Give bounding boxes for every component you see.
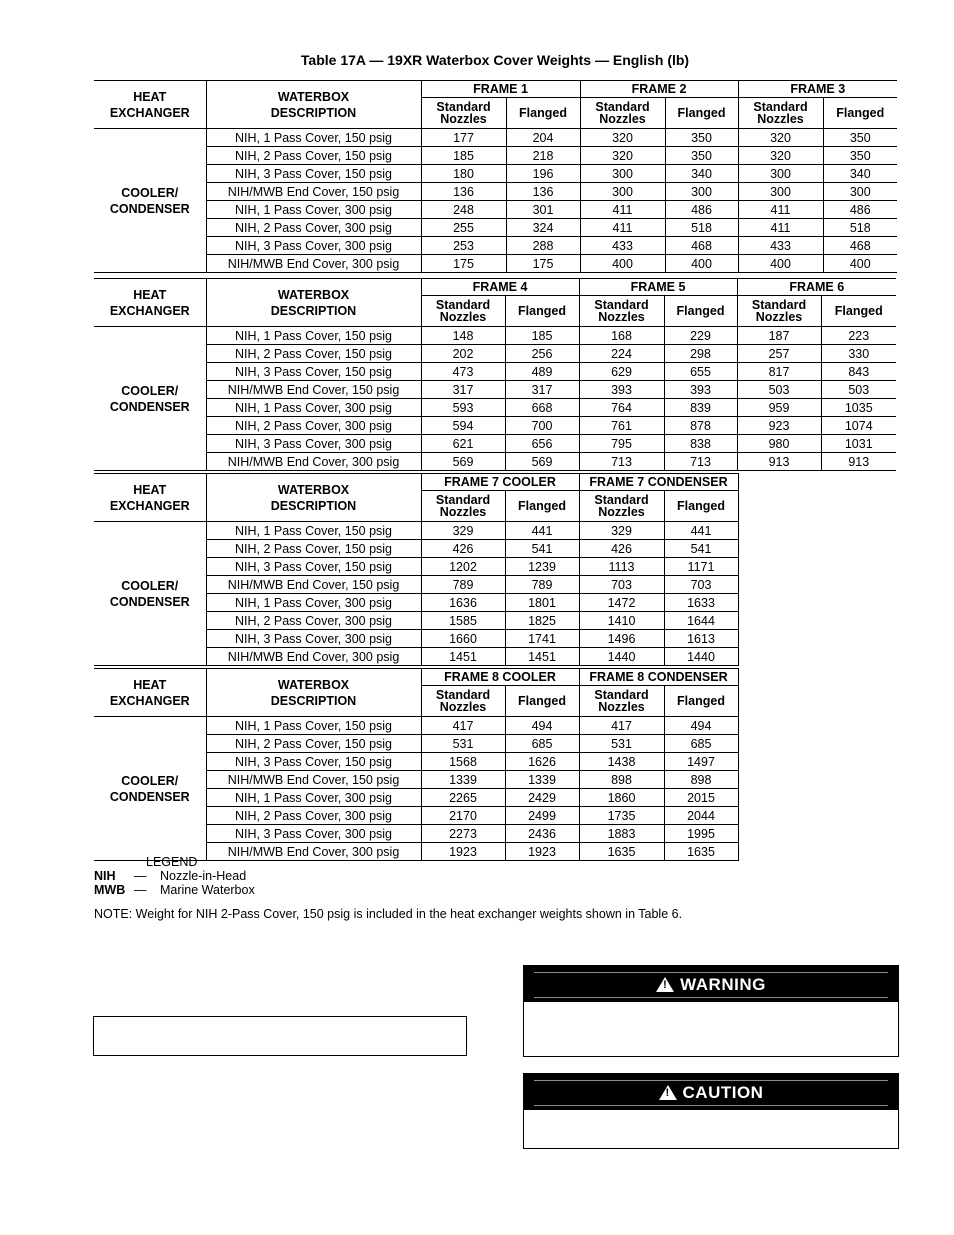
- weight-cell: 400: [823, 255, 897, 273]
- weight-cell: 2436: [505, 825, 579, 843]
- heat-exchanger-header: HEAT EXCHANGER: [94, 81, 206, 129]
- legend-item-mwb: MWB — Marine Waterbox: [94, 883, 255, 897]
- waterbox-description: NIH, 2 Pass Cover, 150 psig: [206, 345, 421, 363]
- weight-cell: 1923: [505, 843, 579, 861]
- weight-cell: 2429: [505, 789, 579, 807]
- weight-cell: 224: [579, 345, 664, 363]
- weight-cell: 656: [505, 435, 579, 453]
- frame-header: FRAME 1: [421, 81, 580, 98]
- weight-cell: 393: [579, 381, 664, 399]
- weight-cell: 324: [506, 219, 580, 237]
- weight-cell: 180: [421, 165, 506, 183]
- weight-cell: 411: [580, 219, 665, 237]
- weight-cell: 913: [821, 453, 896, 471]
- weight-cell: 518: [665, 219, 738, 237]
- cooler-condenser-label: COOLER/ CONDENSER: [94, 129, 206, 273]
- weight-cell: 764: [579, 399, 664, 417]
- weight-cell: 400: [665, 255, 738, 273]
- weight-cell: 350: [823, 147, 897, 165]
- warning-triangle-icon: [656, 977, 674, 992]
- warning-header: !WARNING: [534, 972, 888, 998]
- waterbox-description: NIH, 3 Pass Cover, 300 psig: [206, 435, 421, 453]
- weight-cell: 1438: [579, 753, 664, 771]
- weight-cell: 177: [421, 129, 506, 147]
- standard-nozzles-header: Standard Nozzles: [737, 296, 821, 327]
- weight-cell: 317: [421, 381, 505, 399]
- weight-cell: 1585: [421, 612, 505, 630]
- waterbox-description-header: WATERBOX DESCRIPTION: [206, 279, 421, 327]
- weight-cell: 703: [579, 576, 664, 594]
- weight-cell: 1410: [579, 612, 664, 630]
- weight-cell: 433: [580, 237, 665, 255]
- waterbox-description: NIH/MWB End Cover, 150 psig: [206, 183, 421, 201]
- waterbox-description: NIH/MWB End Cover, 150 psig: [206, 771, 421, 789]
- warning-box: [523, 965, 899, 1057]
- weight-cell: 417: [421, 717, 505, 735]
- weight-cell: 685: [664, 735, 738, 753]
- weight-cell: 713: [579, 453, 664, 471]
- weight-cell: 329: [421, 522, 505, 540]
- weight-cell: 433: [738, 237, 823, 255]
- weight-cell: 426: [421, 540, 505, 558]
- weight-cell: 1202: [421, 558, 505, 576]
- weight-cell: 411: [580, 201, 665, 219]
- weight-cell: 441: [664, 522, 738, 540]
- waterbox-description-header: WATERBOX DESCRIPTION: [206, 669, 421, 717]
- table-row: [94, 219, 897, 237]
- weight-cell: 541: [664, 540, 738, 558]
- legend: [94, 855, 255, 897]
- waterbox-description: NIH, 3 Pass Cover, 150 psig: [206, 165, 421, 183]
- weight-cell: 1451: [505, 648, 579, 666]
- weight-cell: 473: [421, 363, 505, 381]
- weight-cell: 1113: [579, 558, 664, 576]
- weight-cell: 1440: [664, 648, 738, 666]
- frame-header: FRAME 7 COOLER: [421, 474, 579, 491]
- standard-nozzles-header: Standard Nozzles: [579, 491, 664, 522]
- caution-box: [523, 1073, 899, 1149]
- waterbox-description: NIH, 2 Pass Cover, 300 psig: [206, 612, 421, 630]
- frame-header: FRAME 4: [421, 279, 579, 296]
- standard-nozzles-header: Standard Nozzles: [579, 296, 664, 327]
- waterbox-description: NIH, 2 Pass Cover, 150 psig: [206, 147, 421, 165]
- cooler-condenser-label: COOLER/ CONDENSER: [94, 717, 206, 861]
- weight-cell: 839: [664, 399, 737, 417]
- flanged-header: Flanged: [664, 491, 738, 522]
- weight-cell: 204: [506, 129, 580, 147]
- weight-cell: 494: [505, 717, 579, 735]
- weight-cell: 300: [580, 165, 665, 183]
- weight-cell: 1636: [421, 594, 505, 612]
- weight-cell: 838: [664, 435, 737, 453]
- weight-cell: 1339: [505, 771, 579, 789]
- weight-cell: 713: [664, 453, 737, 471]
- weight-cell: 531: [579, 735, 664, 753]
- weight-cell: 300: [580, 183, 665, 201]
- weight-cell: 1035: [821, 399, 896, 417]
- weight-cell: 320: [580, 129, 665, 147]
- weights-table-4: [94, 668, 739, 861]
- weight-cell: 1568: [421, 753, 505, 771]
- weight-cell: 1923: [421, 843, 505, 861]
- weight-cell: 257: [737, 345, 821, 363]
- weight-cell: 136: [506, 183, 580, 201]
- weight-cell: 1613: [664, 630, 738, 648]
- weight-cell: 1801: [505, 594, 579, 612]
- weight-cell: 411: [738, 201, 823, 219]
- waterbox-description: NIH, 1 Pass Cover, 300 psig: [206, 399, 421, 417]
- waterbox-description: NIH, 1 Pass Cover, 300 psig: [206, 201, 421, 219]
- standard-nozzles-header: Standard Nozzles: [421, 686, 505, 717]
- weight-cell: 1741: [505, 630, 579, 648]
- weight-cell: 2044: [664, 807, 738, 825]
- flanged-header: Flanged: [505, 296, 579, 327]
- weight-cell: 1626: [505, 753, 579, 771]
- weight-cell: 503: [737, 381, 821, 399]
- waterbox-description: NIH, 2 Pass Cover, 300 psig: [206, 219, 421, 237]
- frame-header: FRAME 8 CONDENSER: [579, 669, 738, 686]
- weight-cell: 700: [505, 417, 579, 435]
- weight-cell: 980: [737, 435, 821, 453]
- waterbox-description: NIH, 2 Pass Cover, 300 psig: [206, 807, 421, 825]
- flanged-header: Flanged: [665, 98, 738, 129]
- weight-cell: 1633: [664, 594, 738, 612]
- weight-cell: 898: [664, 771, 738, 789]
- weight-cell: 761: [579, 417, 664, 435]
- frame-header: FRAME 2: [580, 81, 738, 98]
- weight-cell: 668: [505, 399, 579, 417]
- weight-cell: 1031: [821, 435, 896, 453]
- weight-cell: 1451: [421, 648, 505, 666]
- weight-cell: 350: [665, 129, 738, 147]
- weight-cell: 202: [421, 345, 505, 363]
- table-row: [94, 183, 897, 201]
- weight-cell: 503: [821, 381, 896, 399]
- weight-cell: 441: [505, 522, 579, 540]
- frame-header: FRAME 3: [738, 81, 897, 98]
- cooler-condenser-label: COOLER/ CONDENSER: [94, 327, 206, 471]
- weight-cell: 2273: [421, 825, 505, 843]
- weight-cell: 789: [505, 576, 579, 594]
- standard-nozzles-header: Standard Nozzles: [738, 98, 823, 129]
- legend-item-nih: NIH — Nozzle-in-Head: [94, 869, 247, 883]
- flanged-header: Flanged: [505, 491, 579, 522]
- table-row: [94, 417, 896, 435]
- weight-cell: 185: [505, 327, 579, 345]
- table-row: [94, 717, 738, 735]
- standard-nozzles-header: Standard Nozzles: [421, 98, 506, 129]
- weight-cell: 320: [738, 147, 823, 165]
- weight-cell: 329: [579, 522, 664, 540]
- weight-cell: 817: [737, 363, 821, 381]
- weight-cell: 486: [665, 201, 738, 219]
- table-row: [94, 345, 896, 363]
- waterbox-description: NIH, 1 Pass Cover, 150 psig: [206, 522, 421, 540]
- weight-cell: 218: [506, 147, 580, 165]
- weight-cell: 175: [421, 255, 506, 273]
- standard-nozzles-header: Standard Nozzles: [580, 98, 665, 129]
- weight-cell: 196: [506, 165, 580, 183]
- weight-cell: 223: [821, 327, 896, 345]
- weight-cell: 175: [506, 255, 580, 273]
- waterbox-description: NIH, 1 Pass Cover, 150 psig: [206, 717, 421, 735]
- flanged-header: Flanged: [664, 296, 737, 327]
- table-row: [94, 435, 896, 453]
- weight-cell: 340: [665, 165, 738, 183]
- table-row: [94, 363, 896, 381]
- waterbox-description: NIH, 1 Pass Cover, 300 psig: [206, 789, 421, 807]
- weight-cell: 1239: [505, 558, 579, 576]
- waterbox-description: NIH/MWB End Cover, 300 psig: [206, 255, 421, 273]
- weight-cell: 300: [738, 165, 823, 183]
- weight-cell: 136: [421, 183, 506, 201]
- weight-cell: 569: [421, 453, 505, 471]
- weight-cell: 300: [823, 183, 897, 201]
- weight-cell: 1496: [579, 630, 664, 648]
- table-row: [94, 381, 896, 399]
- frame-header: FRAME 6: [737, 279, 896, 296]
- weight-cell: 1644: [664, 612, 738, 630]
- caution-header: !CAUTION: [534, 1080, 888, 1106]
- empty-text-box: [93, 1016, 467, 1056]
- weight-cell: 320: [738, 129, 823, 147]
- weight-cell: 2265: [421, 789, 505, 807]
- weight-cell: 594: [421, 417, 505, 435]
- weight-cell: 253: [421, 237, 506, 255]
- weight-cell: 187: [737, 327, 821, 345]
- waterbox-description: NIH, 1 Pass Cover, 150 psig: [206, 327, 421, 345]
- weight-cell: 317: [505, 381, 579, 399]
- waterbox-description: NIH, 1 Pass Cover, 300 psig: [206, 594, 421, 612]
- weight-cell: 468: [665, 237, 738, 255]
- standard-nozzles-header: Standard Nozzles: [421, 296, 505, 327]
- weight-cell: 898: [579, 771, 664, 789]
- weight-cell: 1635: [664, 843, 738, 861]
- weight-cell: 923: [737, 417, 821, 435]
- frame-header: FRAME 5: [579, 279, 737, 296]
- weight-cell: 330: [821, 345, 896, 363]
- frame-header: FRAME 7 CONDENSER: [579, 474, 738, 491]
- waterbox-description: NIH, 2 Pass Cover, 150 psig: [206, 735, 421, 753]
- waterbox-description: NIH/MWB End Cover, 300 psig: [206, 453, 421, 471]
- weight-cell: 426: [579, 540, 664, 558]
- table-row: [94, 327, 896, 345]
- weight-cell: 168: [579, 327, 664, 345]
- standard-nozzles-header: Standard Nozzles: [579, 686, 664, 717]
- flanged-header: Flanged: [505, 686, 579, 717]
- weight-cell: 1497: [664, 753, 738, 771]
- weight-cell: 1635: [579, 843, 664, 861]
- table-row: [94, 399, 896, 417]
- waterbox-description: NIH, 3 Pass Cover, 150 psig: [206, 753, 421, 771]
- waterbox-description: NIH/MWB End Cover, 150 psig: [206, 381, 421, 399]
- waterbox-description: NIH/MWB End Cover, 300 psig: [206, 843, 421, 861]
- weight-cell: 255: [421, 219, 506, 237]
- weight-cell: 256: [505, 345, 579, 363]
- weight-cell: 1074: [821, 417, 896, 435]
- weight-cell: 629: [579, 363, 664, 381]
- weight-cell: 298: [664, 345, 737, 363]
- weight-cell: 301: [506, 201, 580, 219]
- weight-cell: 1472: [579, 594, 664, 612]
- weight-cell: 621: [421, 435, 505, 453]
- table-row: [94, 522, 738, 540]
- weight-cell: 340: [823, 165, 897, 183]
- table-title: Table 17A — 19XR Waterbox Cover Weights — English (lb): [300, 52, 690, 68]
- weight-cell: 1825: [505, 612, 579, 630]
- table-row: [94, 165, 897, 183]
- weight-cell: 248: [421, 201, 506, 219]
- weight-cell: 1995: [664, 825, 738, 843]
- table-row: [94, 255, 897, 273]
- weight-cell: 1171: [664, 558, 738, 576]
- weight-cell: 229: [664, 327, 737, 345]
- weight-cell: 417: [579, 717, 664, 735]
- flanged-header: Flanged: [823, 98, 897, 129]
- weights-table-1: [94, 80, 897, 273]
- weight-cell: 350: [823, 129, 897, 147]
- waterbox-description: NIH/MWB End Cover, 300 psig: [206, 648, 421, 666]
- table-row: [94, 129, 897, 147]
- table-row: [94, 237, 897, 255]
- heat-exchanger-header: HEAT EXCHANGER: [94, 279, 206, 327]
- frame-header: FRAME 8 COOLER: [421, 669, 579, 686]
- table-row: [94, 453, 896, 471]
- heat-exchanger-header: HEAT EXCHANGER: [94, 669, 206, 717]
- waterbox-description: NIH, 3 Pass Cover, 300 psig: [206, 630, 421, 648]
- waterbox-description: NIH, 3 Pass Cover, 300 psig: [206, 825, 421, 843]
- waterbox-description: NIH, 3 Pass Cover, 300 psig: [206, 237, 421, 255]
- cooler-condenser-label: COOLER/ CONDENSER: [94, 522, 206, 666]
- weight-cell: 494: [664, 717, 738, 735]
- weight-cell: 789: [421, 576, 505, 594]
- waterbox-description: NIH, 2 Pass Cover, 300 psig: [206, 417, 421, 435]
- weight-cell: 300: [665, 183, 738, 201]
- weights-table-3: [94, 473, 739, 666]
- weights-table-2: [94, 278, 896, 471]
- waterbox-description: NIH, 3 Pass Cover, 150 psig: [206, 363, 421, 381]
- weight-cell: 393: [664, 381, 737, 399]
- table-row: [94, 147, 897, 165]
- weight-cell: 400: [580, 255, 665, 273]
- table-row: [94, 201, 897, 219]
- weight-cell: 468: [823, 237, 897, 255]
- flanged-header: Flanged: [506, 98, 580, 129]
- weight-cell: 795: [579, 435, 664, 453]
- caution-triangle-icon: [659, 1085, 677, 1100]
- weight-cell: 2015: [664, 789, 738, 807]
- waterbox-description: NIH, 1 Pass Cover, 150 psig: [206, 129, 421, 147]
- weight-cell: 531: [421, 735, 505, 753]
- flanged-header: Flanged: [664, 686, 738, 717]
- weight-cell: 518: [823, 219, 897, 237]
- weight-cell: 300: [738, 183, 823, 201]
- weight-cell: 486: [823, 201, 897, 219]
- weight-cell: 1735: [579, 807, 664, 825]
- weight-cell: 350: [665, 147, 738, 165]
- weight-cell: 959: [737, 399, 821, 417]
- weight-cell: 411: [738, 219, 823, 237]
- weight-cell: 703: [664, 576, 738, 594]
- waterbox-description: NIH, 2 Pass Cover, 150 psig: [206, 540, 421, 558]
- standard-nozzles-header: Standard Nozzles: [421, 491, 505, 522]
- heat-exchanger-header: HEAT EXCHANGER: [94, 474, 206, 522]
- legend-heading: LEGEND: [146, 855, 198, 869]
- weight-cell: 685: [505, 735, 579, 753]
- waterbox-description: NIH, 3 Pass Cover, 150 psig: [206, 558, 421, 576]
- weight-cell: 593: [421, 399, 505, 417]
- weight-cell: 2499: [505, 807, 579, 825]
- weight-cell: 878: [664, 417, 737, 435]
- waterbox-description-header: WATERBOX DESCRIPTION: [206, 81, 421, 129]
- weight-cell: 569: [505, 453, 579, 471]
- weight-cell: 185: [421, 147, 506, 165]
- weight-cell: 2170: [421, 807, 505, 825]
- weight-cell: 843: [821, 363, 896, 381]
- flanged-header: Flanged: [821, 296, 896, 327]
- weight-cell: 541: [505, 540, 579, 558]
- weight-cell: 1660: [421, 630, 505, 648]
- weight-cell: 913: [737, 453, 821, 471]
- weight-cell: 400: [738, 255, 823, 273]
- weight-cell: 1440: [579, 648, 664, 666]
- table-note: NOTE: Weight for NIH 2-Pass Cover, 150 psig is included in the heat exchanger weights shown in Table 6.: [94, 907, 683, 921]
- waterbox-description: NIH/MWB End Cover, 150 psig: [206, 576, 421, 594]
- weight-cell: 1883: [579, 825, 664, 843]
- weight-cell: 1860: [579, 789, 664, 807]
- weight-cell: 1339: [421, 771, 505, 789]
- weight-cell: 288: [506, 237, 580, 255]
- weight-cell: 148: [421, 327, 505, 345]
- waterbox-description-header: WATERBOX DESCRIPTION: [206, 474, 421, 522]
- weight-cell: 655: [664, 363, 737, 381]
- weight-cell: 489: [505, 363, 579, 381]
- weight-cell: 320: [580, 147, 665, 165]
